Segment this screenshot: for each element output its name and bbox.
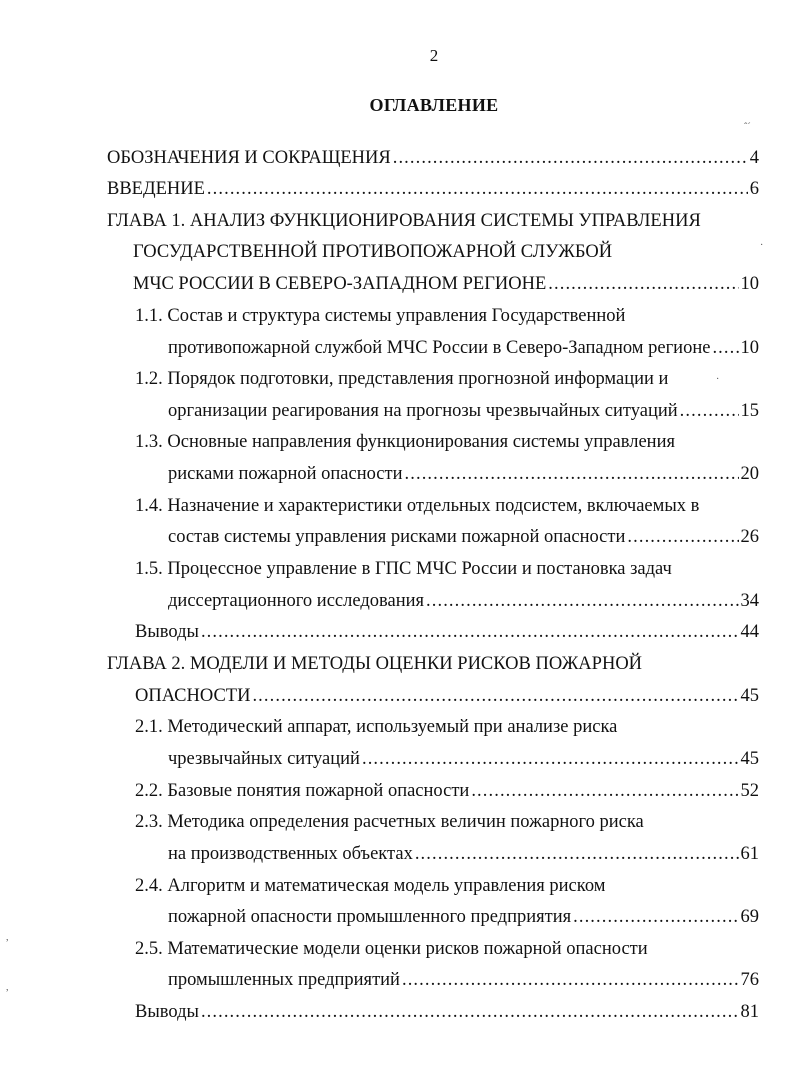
toc-entry-page: 26: [740, 527, 759, 547]
scan-speck: ˆ´: [744, 122, 751, 133]
dot-leader: [405, 463, 739, 485]
toc-entry-text: пожарной опасности промышленного предприятия: [168, 907, 572, 927]
toc-entry-text: Выводы: [135, 1002, 199, 1022]
toc-section-1-1-line1: 1.1. Состав и структура системы управления Государственной: [135, 306, 626, 326]
dot-leader: [201, 621, 739, 643]
toc-conclusions-2[interactable]: [135, 1001, 759, 1023]
toc-entry-text: ОПАСНОСТИ: [135, 686, 251, 706]
toc-section-1-5-line1: 1.5. Процессное управление в ГПС МЧС России и постановка задач: [135, 559, 672, 579]
toc-section-1-2[interactable]: [168, 400, 759, 422]
toc-entry-page: 81: [740, 1002, 759, 1022]
toc-entry-page: 52: [740, 781, 759, 801]
toc-chapter-1-line1: ГЛАВА 1. АНАЛИЗ ФУНКЦИОНИРОВАНИЯ СИСТЕМЫ УПРАВЛЕНИЯ: [107, 211, 701, 231]
toc-entry-text: противопожарной службой МЧС России в Северо-Западном регионе: [168, 338, 711, 358]
toc-section-2-4[interactable]: [168, 906, 759, 928]
scan-speck: ,: [6, 932, 9, 943]
toc-section-2-2[interactable]: [135, 780, 759, 802]
toc-section-2-4-line1: 2.4. Алгоритм и математическая модель управления риском: [135, 876, 606, 896]
dot-leader: [680, 400, 739, 422]
toc-entry-text: промышленных предприятий: [168, 970, 400, 990]
toc-entry-text: Выводы: [135, 622, 199, 642]
dot-leader: [627, 526, 738, 548]
toc-section-1-5[interactable]: [168, 590, 759, 612]
toc-entry-page: 20: [740, 464, 759, 484]
toc-section-2-3[interactable]: [168, 843, 759, 865]
toc-entry-page: 10: [740, 274, 759, 294]
toc-entry-page: 44: [740, 622, 759, 642]
toc-section-1-3-line1: 1.3. Основные направления функционирования системы управления: [135, 432, 675, 452]
dot-leader: [573, 906, 738, 928]
toc-entry-page: 45: [740, 686, 759, 706]
toc-entry-page: 34: [740, 591, 759, 611]
toc-entry-text: рисками пожарной опасности: [168, 464, 403, 484]
dot-leader: [362, 748, 739, 770]
toc-chapter-2-line1: ГЛАВА 2. МОДЕЛИ И МЕТОДЫ ОЦЕНКИ РИСКОВ ПОЖАРНОЙ: [107, 654, 643, 674]
toc-entry-text: организации реагирования на прогнозы чрезвычайных ситуаций: [168, 401, 678, 421]
toc-entry-introduction[interactable]: [107, 178, 759, 200]
dot-leader: [252, 685, 738, 707]
dot-leader: [471, 780, 738, 802]
toc-entry-text: чрезвычайных ситуаций: [168, 749, 360, 769]
toc-entry-text: 2.2. Базовые понятия пожарной опасности: [135, 781, 470, 801]
toc-section-1-4-line1: 1.4. Назначение и характеристики отдельных подсистем, включаемых в: [135, 496, 700, 516]
toc-section-1-2-line1: 1.2. Порядок подготовки, представления прогнозной информации и: [135, 369, 669, 389]
toc-entry-abbreviations[interactable]: [107, 147, 759, 169]
toc-section-1-1[interactable]: [168, 337, 759, 359]
dot-leader: [201, 1001, 739, 1023]
toc-entry-page: 15: [740, 401, 759, 421]
scan-speck: ,: [6, 982, 9, 993]
toc-section-1-3[interactable]: [168, 463, 759, 485]
toc-section-2-1-line1: 2.1. Методический аппарат, используемый при анализе риска: [135, 717, 618, 737]
scan-speck: ·: [716, 374, 720, 385]
page-number: 2: [429, 46, 439, 65]
toc-entry-text: МЧС РОССИИ В СЕВЕРО-ЗАПАДНОМ РЕГИОНЕ: [133, 274, 547, 294]
toc-title: ОГЛАВЛЕНИЕ: [369, 95, 499, 115]
toc-entry-text: диссертационного исследования: [168, 591, 425, 611]
dot-leader: [207, 178, 748, 200]
dot-leader: [548, 273, 738, 295]
toc-entry-text: на производственных объектах: [168, 844, 413, 864]
toc-chapter-2[interactable]: [135, 685, 759, 707]
scan-speck: ·: [760, 240, 764, 251]
toc-section-2-5-line1: 2.5. Математические модели оценки рисков пожарной опасности: [135, 939, 648, 959]
toc-entry-text: ВВЕДЕНИЕ: [107, 179, 205, 199]
toc-conclusions-1[interactable]: [135, 621, 759, 643]
toc-entry-page: 10: [740, 338, 759, 358]
toc-entry-page: 45: [740, 749, 759, 769]
dot-leader: [415, 843, 739, 865]
toc-entry-page: 76: [740, 970, 759, 990]
dot-leader: [712, 337, 738, 359]
toc-section-1-4[interactable]: [168, 526, 759, 548]
toc-section-2-5[interactable]: [168, 969, 759, 991]
toc-section-2-1[interactable]: [168, 748, 759, 770]
toc-entry-page: 4: [749, 148, 759, 168]
toc-entry-text: ОБОЗНАЧЕНИЯ И СОКРАЩЕНИЯ: [107, 148, 391, 168]
toc-chapter-1[interactable]: [133, 273, 759, 295]
toc-entry-page: 61: [740, 844, 759, 864]
dot-leader: [426, 590, 738, 612]
toc-section-2-3-line1: 2.3. Методика определения расчетных величин пожарного риска: [135, 812, 644, 832]
toc-chapter-1-line2: ГОСУДАРСТВЕННОЙ ПРОТИВОПОЖАРНОЙ СЛУЖБОЙ: [133, 242, 613, 262]
toc-entry-page: 69: [740, 907, 759, 927]
dot-leader: [393, 147, 748, 169]
toc-entry-page: 6: [749, 179, 759, 199]
toc-entry-text: состав системы управления рисками пожарной опасности: [168, 527, 626, 547]
dot-leader: [402, 969, 739, 991]
